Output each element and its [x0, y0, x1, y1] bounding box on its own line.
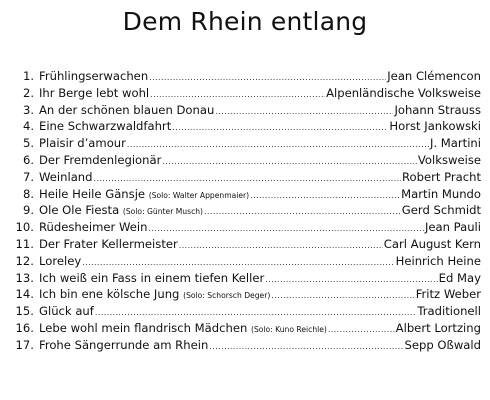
- track-title: Ich weiß ein Fass in einem tiefen Keller: [39, 270, 265, 285]
- track-title: Plaisir d’amour: [39, 136, 126, 151]
- track-artist: Carl August Kern: [383, 236, 481, 251]
- track-number: 9.: [22, 203, 34, 218]
- track-list: [0, 68, 490, 354]
- track-title-text: Ich bin ene kölsche Jung: [39, 287, 180, 302]
- track-soloist: (Solo: Günter Musch): [122, 207, 204, 217]
- track-artist: Alpenländische Volksweise: [326, 85, 481, 100]
- track-soloist: (Solo: Kuno Reichle): [250, 324, 327, 334]
- track-number: 16.: [15, 320, 34, 335]
- track-row: [0, 236, 490, 253]
- track-number: 14.: [15, 287, 34, 302]
- track-artist: Gerd Schmidt: [401, 203, 481, 218]
- track-row: [0, 202, 490, 219]
- track-artist: Albert Lortzing: [395, 320, 481, 335]
- track-artist: Horst Jankowski: [389, 119, 481, 134]
- track-title: Eine Schwarzwaldfahrt: [39, 119, 172, 134]
- track-number: 8.: [22, 186, 34, 201]
- track-artist: Traditionell: [417, 304, 481, 319]
- track-row: [0, 337, 490, 354]
- track-row: [0, 186, 490, 203]
- track-number: 4.: [22, 119, 34, 134]
- track-row: [0, 68, 490, 85]
- track-row: [0, 169, 490, 186]
- track-artist: J. Martini: [429, 136, 481, 151]
- track-row: [0, 219, 490, 236]
- track-title: Ihr Berge lebt wohl: [39, 85, 150, 100]
- track-soloist: (Solo: Schorsch Deger): [183, 291, 271, 301]
- track-title: Glück auf: [39, 304, 94, 319]
- track-row: [0, 102, 490, 119]
- track-row: [0, 303, 490, 320]
- track-artist: Heinrich Heine: [395, 253, 481, 268]
- track-title: Frohe Sängerrunde am Rhein: [39, 337, 209, 352]
- track-title: An der schönen blauen Donau: [39, 102, 215, 117]
- track-number: 2.: [22, 85, 34, 100]
- track-row: [0, 286, 490, 303]
- track-number: 10.: [15, 220, 34, 235]
- track-row: [0, 270, 490, 287]
- track-number: 7.: [22, 169, 34, 184]
- track-number: 12.: [15, 253, 34, 268]
- track-title: Der Frater Kellermeister: [39, 236, 178, 251]
- track-title-text: Lebe wohl mein flandrisch Mädchen: [39, 320, 248, 335]
- track-artist: Jean Clémencon: [387, 69, 481, 83]
- track-artist: Martin Mundo: [401, 186, 481, 201]
- track-row: [0, 118, 490, 135]
- track-number: 13.: [15, 270, 34, 285]
- track-artist: Ed May: [438, 270, 481, 285]
- track-number: 11.: [15, 236, 34, 251]
- track-row: [0, 320, 490, 337]
- track-title: Frühlingserwachen: [39, 69, 149, 83]
- track-title: Rüdesheimer Wein: [39, 220, 148, 235]
- track-row: [0, 135, 490, 152]
- track-artist: Sepp Oßwald: [404, 337, 481, 352]
- track-artist: Johann Strauss: [394, 102, 481, 117]
- page-title: Dem Rhein entlang: [122, 7, 368, 36]
- track-number: 17.: [15, 337, 34, 352]
- track-number: 3.: [22, 102, 34, 117]
- track-title: Der Fremdenlegionär: [39, 152, 162, 167]
- dot-leader: [209, 339, 403, 356]
- track-number: 6.: [22, 152, 34, 167]
- track-title: Loreley: [39, 253, 82, 268]
- track-number: 5.: [22, 136, 34, 151]
- track-artist: Fritz Weber: [415, 287, 481, 302]
- track-number: 15.: [15, 304, 34, 319]
- track-title: Weinland: [39, 169, 93, 184]
- track-soloist: (Solo: Walter Appenmaier): [148, 190, 250, 200]
- track-row: [0, 152, 490, 169]
- track-artist: Jean Pauli: [424, 220, 481, 235]
- track-title-text: Heile Heile Gänsje: [39, 186, 146, 201]
- track-row: [0, 85, 490, 102]
- track-title-text: Ole Ole Fiesta: [39, 203, 120, 218]
- track-artist: Robert Pracht: [401, 169, 481, 184]
- track-artist: Volksweise: [417, 152, 481, 167]
- track-row: [0, 253, 490, 270]
- track-number: 1.: [22, 69, 34, 83]
